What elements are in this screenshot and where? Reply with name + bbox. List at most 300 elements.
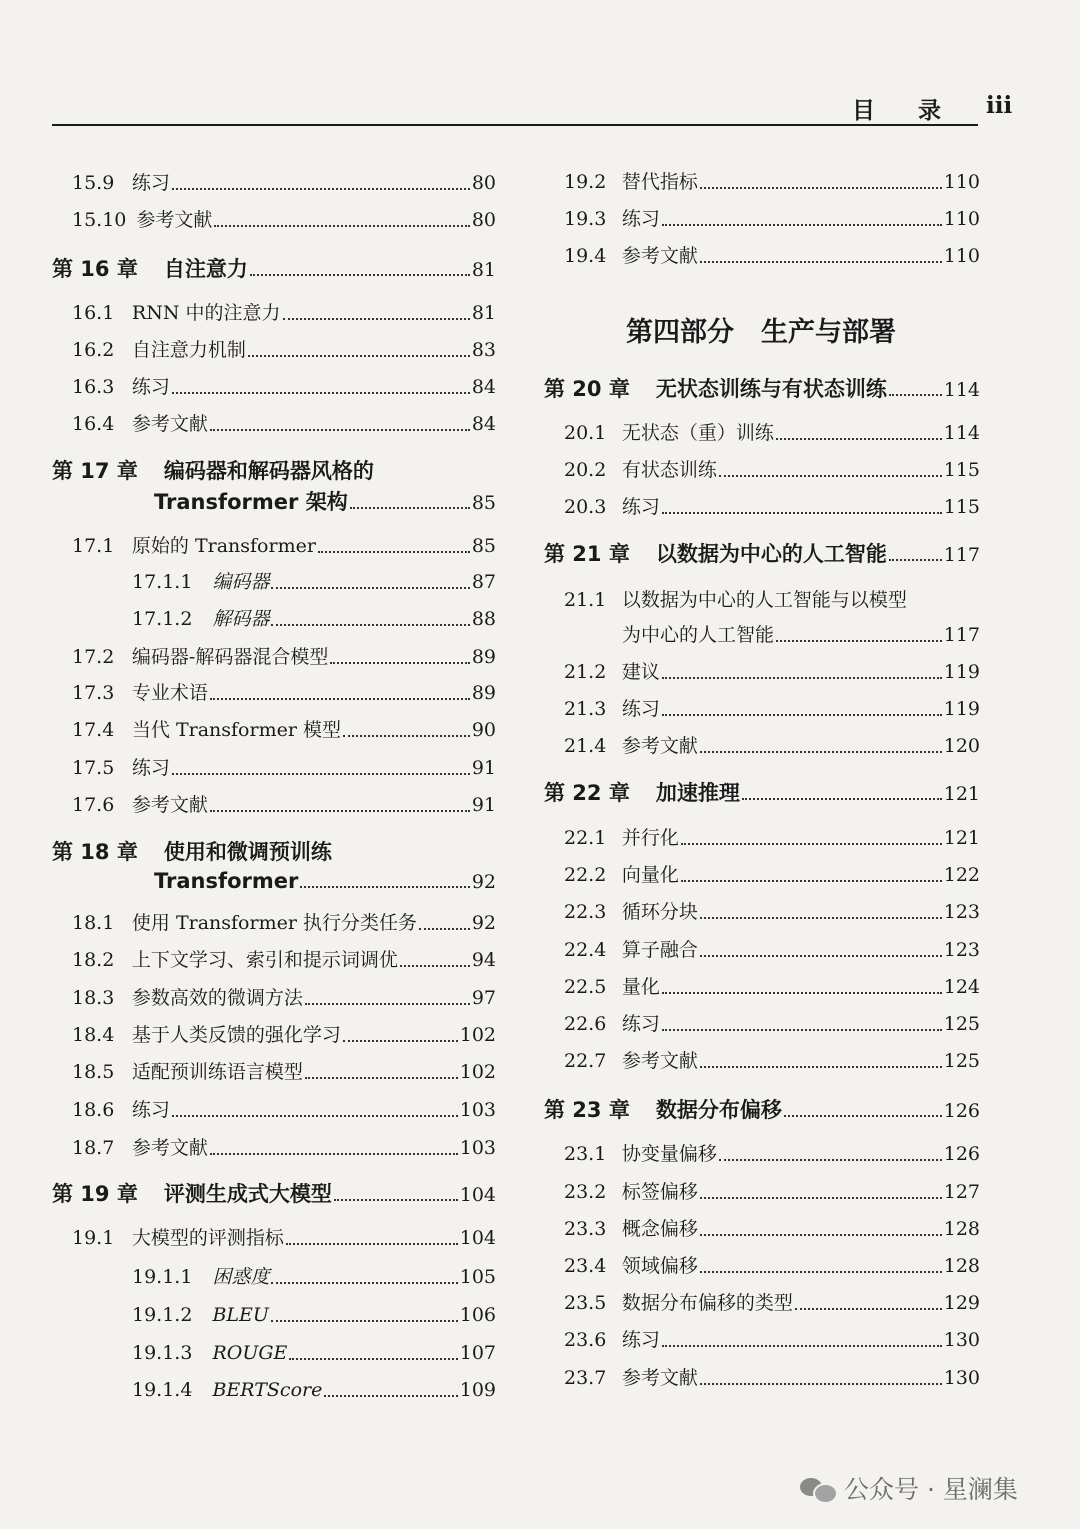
toc-leader-dots: [300, 883, 469, 888]
header-title-part2: 录: [918, 97, 941, 124]
toc-number: 16.1: [72, 302, 115, 324]
toc-page-number: 85: [471, 492, 496, 514]
toc-page-number: 122: [943, 864, 980, 886]
toc-section-row: [72, 533, 496, 559]
toc-title: 参考文献: [621, 1367, 698, 1389]
toc-page-number: 84: [471, 413, 496, 435]
toc-chapter-row: [52, 458, 496, 484]
toc-page-number: 85: [471, 535, 496, 557]
toc-leader-dots: [662, 674, 942, 679]
toc-number: 16.2: [72, 339, 115, 361]
toc-number: 19.1.1: [132, 1266, 193, 1288]
toc-number: 17.3: [72, 682, 115, 704]
toc-section-row: [72, 1059, 496, 1085]
toc-title: 量化: [621, 976, 660, 998]
toc-title: 基于人类反馈的强化学习: [131, 1024, 341, 1046]
toc-section-row: [564, 420, 980, 446]
toc-page-number: 110: [943, 245, 980, 267]
toc-leader-dots: [271, 621, 469, 626]
toc-chapter-row: [52, 256, 496, 283]
toc-leader-dots: [172, 1112, 458, 1117]
toc-leader-dots: [719, 472, 942, 477]
toc-number: 23.1: [564, 1143, 607, 1165]
toc-page-number: 109: [459, 1379, 496, 1401]
toc-page-number: 127: [943, 1181, 980, 1203]
toc-leader-dots: [334, 1196, 458, 1201]
toc-chapter-row: [52, 839, 496, 865]
toc-page-number: 106: [459, 1304, 496, 1326]
toc-title: 参考文献: [136, 209, 213, 231]
toc-title: 参数高效的微调方法: [131, 987, 303, 1009]
toc-title: 并行化: [621, 827, 679, 849]
toc-title: 练习: [621, 208, 660, 230]
toc-section-row: [564, 1327, 980, 1353]
toc-page-number: 110: [943, 208, 980, 230]
toc-title: 解码器: [212, 608, 270, 630]
toc-title: 练习: [621, 1329, 660, 1351]
toc-chapter-row: [544, 1097, 980, 1124]
toc-page-number: 92: [471, 912, 496, 934]
toc-title: 协变量偏移: [621, 1143, 717, 1165]
toc-title: 加速推理: [655, 781, 740, 805]
toc-number: 16.3: [72, 376, 115, 398]
toc-leader-dots: [305, 1000, 470, 1005]
toc-page-number: 84: [471, 376, 496, 398]
toc-title: 循环分块: [621, 901, 698, 923]
toc-leader-dots: [700, 952, 942, 957]
toc-leader-dots: [419, 925, 470, 930]
toc-leader-dots: [889, 556, 942, 561]
toc-number: 第 19 章: [52, 1182, 138, 1206]
toc-title: 参考文献: [621, 245, 698, 267]
toc-title: 困惑度: [212, 1266, 270, 1288]
toc-title: 练习: [621, 496, 660, 518]
toc-number: 22.1: [564, 827, 607, 849]
toc-leader-dots: [662, 221, 942, 226]
toc-leader-dots: [343, 732, 470, 737]
toc-section-row: [564, 1048, 980, 1074]
toc-subsection-row: [132, 1340, 496, 1366]
toc-page-number: 102: [459, 1024, 496, 1046]
toc-title: 参考文献: [131, 1137, 208, 1159]
toc-title: 大模型的评测指标: [131, 1227, 284, 1249]
toc-number: 第 17 章: [52, 459, 138, 483]
toc-title: 编码器: [212, 571, 270, 593]
toc-number: 18.3: [72, 987, 115, 1009]
toc-page-number: 125: [943, 1013, 980, 1035]
toc-number: 17.2: [72, 646, 115, 668]
header-rule: [52, 124, 978, 126]
toc-leader-dots: [700, 1063, 942, 1068]
toc-page-number: 107: [459, 1342, 496, 1364]
toc-page-number: 105: [459, 1266, 496, 1288]
toc-leader-dots: [776, 637, 942, 642]
toc-leader-dots: [400, 962, 470, 967]
toc-section-row: [72, 411, 496, 437]
toc-leader-dots: [719, 1156, 942, 1161]
toc-number: 第 23 章: [544, 1098, 630, 1122]
toc-number: 23.2: [564, 1181, 607, 1203]
toc-number: 19.2: [564, 171, 607, 193]
toc-leader-dots: [172, 770, 470, 775]
part-title: 第四部分 生产与部署: [626, 317, 896, 348]
toc-number: 23.3: [564, 1218, 607, 1240]
toc-leader-dots: [250, 271, 470, 276]
toc-leader-dots: [271, 584, 469, 589]
toc-number: 19.1.3: [132, 1342, 193, 1364]
toc-section-row-continued: [622, 622, 980, 648]
toc-title: BERTScore: [212, 1379, 323, 1401]
toc-leader-dots: [210, 1150, 458, 1155]
toc-title: Transformer 架构: [154, 490, 348, 514]
toc-number: 18.7: [72, 1137, 115, 1159]
toc-page-number: 91: [471, 757, 496, 779]
toc-page-number: 104: [459, 1184, 496, 1206]
toc-section-row: [564, 1216, 980, 1242]
toc-number: 19.1: [72, 1227, 115, 1249]
toc-leader-dots: [700, 914, 942, 919]
toc-title: 概念偏移: [621, 1218, 698, 1240]
toc-title: 自注意力: [163, 257, 248, 281]
toc-title: 原始的 Transformer: [131, 535, 316, 557]
toc-page-number: 97: [471, 987, 496, 1009]
toc-page-number: 117: [943, 544, 980, 566]
toc-number: 第 16 章: [52, 257, 138, 281]
toc-chapter-row: [52, 1181, 496, 1208]
toc-section-row: [564, 1179, 980, 1205]
toc-title: 标签偏移: [621, 1181, 698, 1203]
toc-leader-dots: [283, 315, 470, 320]
toc-leader-dots: [662, 711, 942, 716]
toc-section-row: [564, 937, 980, 963]
toc-section-row: [564, 825, 980, 851]
toc-page-number: 130: [943, 1329, 980, 1351]
toc-page-number: 103: [459, 1099, 496, 1121]
toc-title: 专业术语: [131, 682, 208, 704]
toc-number: 20.3: [564, 496, 607, 518]
toc-leader-dots: [889, 391, 942, 396]
toc-section-row: [564, 696, 980, 722]
toc-title: 建议: [621, 661, 660, 683]
toc-title: 领域偏移: [621, 1255, 698, 1277]
toc-leader-dots: [210, 807, 470, 812]
toc-page-number: 123: [943, 939, 980, 961]
toc-leader-dots: [305, 1074, 458, 1079]
toc-leader-dots: [172, 389, 470, 394]
toc-title: 使用和微调预训练: [163, 840, 332, 864]
toc-section-row: [72, 337, 496, 363]
toc-leader-dots: [700, 1194, 942, 1199]
toc-section-row: [72, 680, 496, 706]
toc-page-number: 92: [471, 871, 496, 893]
page-header: [52, 90, 1013, 130]
toc-number: 19.4: [564, 245, 607, 267]
toc-number: 23.7: [564, 1367, 607, 1389]
toc-subsection-row: [132, 569, 496, 595]
toc-title: RNN 中的注意力: [131, 302, 281, 324]
toc-leader-dots: [343, 1037, 458, 1042]
toc-title: 适配预训练语言模型: [131, 1061, 303, 1083]
toc-title: 练习: [621, 1013, 660, 1035]
toc-number: 21.3: [564, 698, 607, 720]
toc-number: 15.9: [72, 172, 115, 194]
toc-section-row: [72, 300, 496, 326]
toc-title: ROUGE: [212, 1342, 288, 1364]
toc-number: 20.1: [564, 422, 607, 444]
toc-number: 23.6: [564, 1329, 607, 1351]
toc-page-number: 110: [943, 171, 980, 193]
toc-number: 19.1.4: [132, 1379, 193, 1401]
toc-number: 第 18 章: [52, 840, 138, 864]
toc-page-number: 128: [943, 1255, 980, 1277]
toc-number: 22.7: [564, 1050, 607, 1072]
toc-page-number: 89: [471, 682, 496, 704]
toc-number: 18.4: [72, 1024, 115, 1046]
toc-number: 18.1: [72, 912, 115, 934]
toc-section-row: [72, 1097, 496, 1123]
toc-number: 22.6: [564, 1013, 607, 1035]
toc-section-row: [72, 1135, 496, 1161]
toc-leader-dots: [681, 877, 942, 882]
toc-section-row: [72, 792, 496, 818]
toc-number: 18.5: [72, 1061, 115, 1083]
toc-number: 17.1.1: [132, 571, 193, 593]
toc-title: 使用 Transformer 执行分类任务: [131, 912, 417, 934]
toc-leader-dots: [700, 1380, 942, 1385]
toc-subsection-row: [132, 606, 496, 632]
toc-section-row: [564, 169, 980, 195]
toc-title: 编码器和解码器风格的: [163, 459, 374, 483]
toc-section-row: [564, 899, 980, 925]
toc-page-number: 83: [471, 339, 496, 361]
toc-number: 第 21 章: [544, 542, 630, 566]
toc-page-number: 102: [459, 1061, 496, 1083]
toc-number: 16.4: [72, 413, 115, 435]
toc-section-row: [564, 862, 980, 888]
toc-page-number: 119: [943, 661, 980, 683]
toc-section-row: [564, 587, 980, 613]
toc-title: 练习: [621, 698, 660, 720]
toc-leader-dots: [700, 1231, 942, 1236]
toc-page-number: 130: [943, 1367, 980, 1389]
toc-chapter-row: [544, 376, 980, 403]
toc-page-number: 80: [471, 172, 496, 194]
toc-number: 第 20 章: [544, 377, 630, 401]
toc-leader-dots: [795, 1305, 942, 1310]
toc-title: 练习: [131, 376, 170, 398]
toc-title: 参考文献: [621, 1050, 698, 1072]
toc-page-number: 81: [471, 302, 496, 324]
toc-number: 23.4: [564, 1255, 607, 1277]
toc-title: 替代指标: [621, 171, 698, 193]
toc-title: 为中心的人工智能: [622, 624, 775, 646]
toc-page-number: 89: [471, 646, 496, 668]
toc-title: 数据分布偏移的类型: [621, 1292, 793, 1314]
toc-title: 有状态训练: [621, 459, 717, 481]
toc-title: 编码器-解码器混合模型: [131, 646, 329, 668]
toc-number: 18.6: [72, 1099, 115, 1121]
toc-page-number: 115: [943, 459, 980, 481]
toc-page-number: 121: [943, 783, 980, 805]
toc-section-row: [72, 1022, 496, 1048]
toc-number: 15.10: [72, 209, 127, 231]
toc-page-number: 81: [471, 259, 496, 281]
toc-section-row: [564, 1290, 980, 1316]
toc-chapter-row-continued: [154, 868, 496, 895]
toc-title: 向量化: [621, 864, 679, 886]
toc-page-number: 120: [943, 735, 980, 757]
toc-section-row: [72, 1225, 496, 1251]
toc-number: 21.2: [564, 661, 607, 683]
wechat-icon: [800, 1474, 834, 1502]
toc-number: 22.2: [564, 864, 607, 886]
toc-page-number: 91: [471, 794, 496, 816]
toc-page-number: 115: [943, 496, 980, 518]
header-title-part1: 目: [852, 97, 875, 124]
toc-section-row: [564, 1365, 980, 1391]
toc-title: 以数据为中心的人工智能: [655, 542, 887, 566]
toc-page-number: 119: [943, 698, 980, 720]
toc-title: 以数据为中心的人工智能与以模型: [621, 589, 907, 611]
toc-leader-dots: [662, 1026, 942, 1031]
toc-leader-dots: [681, 840, 942, 845]
toc-number: 17.4: [72, 719, 115, 741]
toc-leader-dots: [286, 1240, 458, 1245]
toc-page-number: 129: [943, 1292, 980, 1314]
toc-page-number: 117: [943, 624, 980, 646]
toc-section-row: [72, 755, 496, 781]
toc-number: 17.1.2: [132, 608, 193, 630]
toc-leader-dots: [742, 795, 942, 800]
toc-leader-dots: [172, 185, 470, 190]
toc-title: 无状态训练与有状态训练: [655, 377, 887, 401]
toc-page-number: 103: [459, 1137, 496, 1159]
watermark-text: 公众号 · 星澜集: [844, 1475, 1018, 1504]
toc-title: 参考文献: [131, 413, 208, 435]
toc-number: 19.3: [564, 208, 607, 230]
toc-leader-dots: [662, 989, 942, 994]
toc-leader-dots: [700, 1268, 942, 1273]
toc-leader-dots: [214, 222, 469, 227]
toc-number: 23.5: [564, 1292, 607, 1314]
toc-page-number: 126: [943, 1143, 980, 1165]
toc-number: 22.4: [564, 939, 607, 961]
toc-title: 自注意力机制: [131, 339, 246, 361]
toc-section-row: [72, 947, 496, 973]
toc-title: 当代 Transformer 模型: [131, 719, 341, 741]
toc-chapter-row: [544, 780, 980, 807]
toc-leader-dots: [700, 258, 942, 263]
toc-section-row: [564, 659, 980, 685]
toc-leader-dots: [700, 184, 942, 189]
toc-page-number: 126: [943, 1100, 980, 1122]
toc-number: 22.3: [564, 901, 607, 923]
toc-number: 21.1: [564, 589, 607, 611]
toc-section-row: [72, 985, 496, 1011]
toc-leader-dots: [662, 1342, 942, 1347]
toc-page-number: 124: [943, 976, 980, 998]
toc-title: 上下文学习、索引和提示词调优: [131, 949, 398, 971]
toc-section-row: [72, 207, 496, 233]
toc-page-number: 90: [471, 719, 496, 741]
toc-title: 算子融合: [621, 939, 698, 961]
toc-page-number: 87: [471, 571, 496, 593]
toc-leader-dots: [248, 352, 470, 357]
toc-page-number: 88: [471, 608, 496, 630]
toc-section-row: [564, 494, 980, 520]
toc-title: 评测生成式大模型: [163, 1182, 332, 1206]
toc-number: 第 22 章: [544, 781, 630, 805]
toc-title: BLEU: [212, 1304, 269, 1326]
toc-chapter-row-continued: [154, 489, 496, 516]
toc-page-number: 123: [943, 901, 980, 923]
toc-leader-dots: [700, 748, 942, 753]
toc-leader-dots: [784, 1112, 942, 1117]
toc-number: 22.5: [564, 976, 607, 998]
toc-title: 练习: [131, 757, 170, 779]
toc-page-number: 94: [471, 949, 496, 971]
toc-section-row: [564, 733, 980, 759]
toc-subsection-row: [132, 1302, 496, 1328]
toc-subsection-row: [132, 1264, 496, 1290]
toc-leader-dots: [271, 1317, 458, 1322]
toc-section-row: [72, 717, 496, 743]
toc-section-row: [564, 457, 980, 483]
toc-number: 19.1.2: [132, 1304, 193, 1326]
toc-number: 17.1: [72, 535, 115, 557]
toc-title: 参考文献: [621, 735, 698, 757]
toc-section-row: [72, 644, 496, 670]
toc-title: 练习: [131, 172, 170, 194]
toc-leader-dots: [318, 548, 470, 553]
toc-leader-dots: [271, 1279, 457, 1284]
toc-section-row: [564, 243, 980, 269]
toc-number: 20.2: [564, 459, 607, 481]
toc-section-row: [564, 1011, 980, 1037]
toc-leader-dots: [210, 426, 470, 431]
toc-section-row: [72, 374, 496, 400]
toc-chapter-row: [544, 541, 980, 568]
toc-title: Transformer: [154, 869, 299, 893]
toc-title: 数据分布偏移: [655, 1098, 782, 1122]
header-page-number: iii: [986, 92, 1013, 119]
toc-section-row: [564, 1253, 980, 1279]
toc-leader-dots: [324, 1392, 457, 1397]
toc-subsection-row: [132, 1377, 496, 1403]
toc-leader-dots: [330, 659, 469, 664]
toc-page-number: 114: [943, 422, 980, 444]
toc-title: 练习: [131, 1099, 170, 1121]
toc-page-number: 114: [943, 379, 980, 401]
toc-section-row: [564, 1141, 980, 1167]
toc-section-row: [72, 170, 496, 196]
toc-number: 18.2: [72, 949, 115, 971]
toc-number: 17.5: [72, 757, 115, 779]
toc-section-row: [564, 206, 980, 232]
toc-page-number: 125: [943, 1050, 980, 1072]
toc-section-row: [72, 910, 496, 936]
toc-page-number: 80: [471, 209, 496, 231]
toc-title: 无状态（重）训练: [621, 422, 774, 444]
watermark: [800, 1468, 1018, 1508]
toc-page-number: 128: [943, 1218, 980, 1240]
toc-number: 21.4: [564, 735, 607, 757]
toc-leader-dots: [289, 1355, 457, 1360]
toc-leader-dots: [210, 695, 470, 700]
toc-number: 17.6: [72, 794, 115, 816]
toc-page-number: 104: [459, 1227, 496, 1249]
toc-leader-dots: [350, 504, 470, 509]
